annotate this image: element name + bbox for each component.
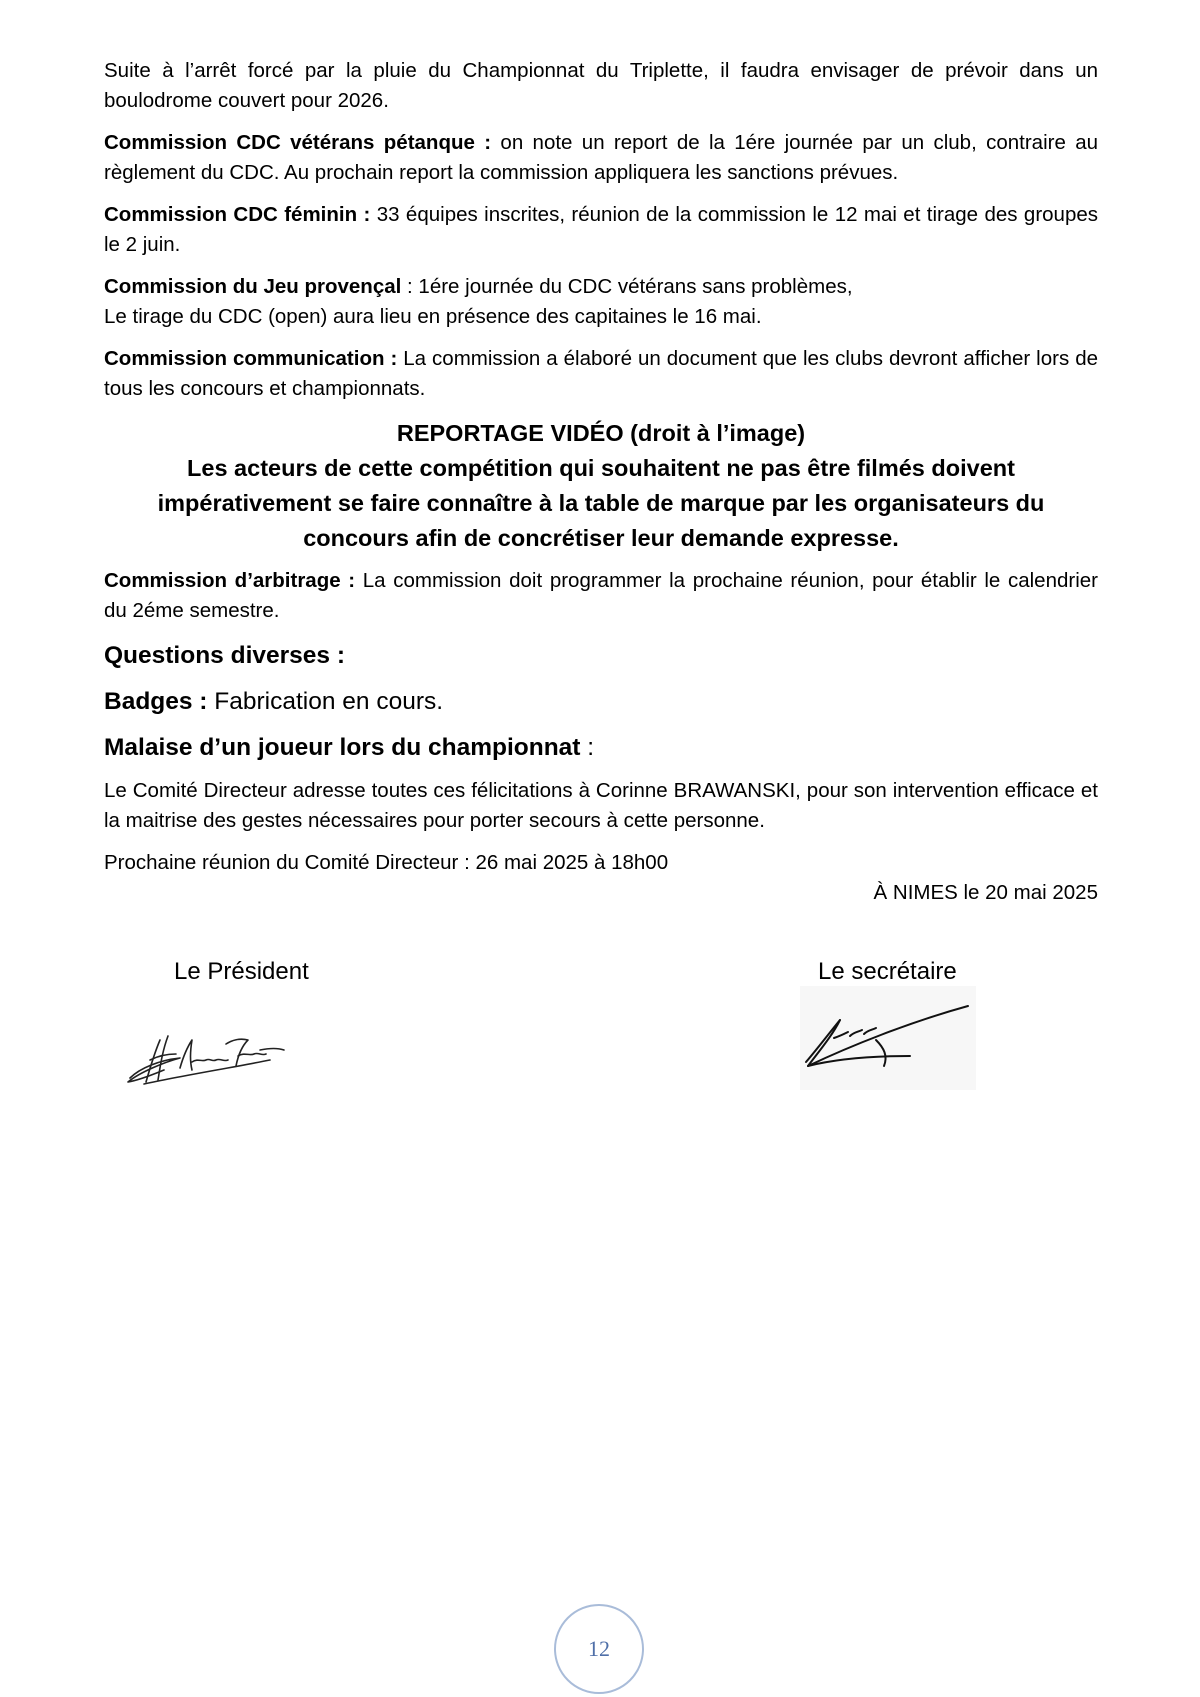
veterans-paragraph bbox=[104, 128, 1098, 188]
video-notice bbox=[104, 416, 1098, 556]
malaise-suffix: : bbox=[580, 734, 595, 761]
badges-label: Badges : bbox=[104, 688, 208, 715]
communication-paragraph bbox=[104, 344, 1098, 404]
document-body bbox=[104, 56, 1098, 908]
veterans-text: on note un report de la 1ére journée par un club, contraire au règlement du CDC. Au prochain report la commission appliquera les sanctions prévues. bbox=[104, 131, 1098, 184]
provencal-label: Commission du Jeu provençal bbox=[104, 275, 402, 298]
malaise-text: Le Comité Directeur adresse toutes ces félicitations à Corinne BRAWANSKI, pour son intervention efficace et la maitrise des gestes nécessaires pour porter secours à cette personne. bbox=[104, 779, 1098, 832]
video-notice-line-2: impérativement se faire connaître à la table de marque par les organisateurs du bbox=[157, 490, 1045, 516]
page-number: 12 bbox=[588, 1636, 610, 1661]
next-meeting bbox=[104, 848, 1098, 878]
president-signature bbox=[120, 1010, 290, 1090]
feminin-label: Commission CDC féminin : bbox=[104, 203, 371, 226]
communication-label: Commission communication : bbox=[104, 347, 398, 370]
video-notice-title: REPORTAGE VIDÉO (droit à l’image) bbox=[396, 420, 806, 446]
feminin-paragraph bbox=[104, 200, 1098, 260]
page-number-badge bbox=[554, 1604, 644, 1694]
veterans-label: Commission CDC vétérans pétanque : bbox=[104, 131, 492, 154]
president-label: Le Président bbox=[174, 958, 309, 985]
arbitrage-paragraph bbox=[104, 566, 1098, 626]
triplette-text: Suite à l’arrêt forcé par la pluie du Championnat du Triplette, il faudra envisager de prévoir dans un boulodrome couvert pour 2026. bbox=[104, 59, 1098, 112]
secretary-label: Le secrétaire bbox=[818, 958, 957, 985]
triplette-paragraph bbox=[104, 56, 1098, 116]
malaise-paragraph bbox=[104, 776, 1098, 836]
provencal-text: : 1ére journée du CDC vétérans sans problèmes, bbox=[401, 275, 853, 298]
provencal-paragraph bbox=[104, 272, 1098, 332]
video-notice-line-1: Les acteurs de cette compétition qui souhaitent ne pas être filmés doivent bbox=[187, 455, 1015, 481]
place-date bbox=[104, 878, 1098, 908]
provencal-text-line2: Le tirage du CDC (open) aura lieu en présence des capitaines le 16 mai. bbox=[104, 305, 762, 328]
place-date-text: À NIMES le 20 mai 2025 bbox=[873, 881, 1098, 904]
malaise-label: Malaise d’un joueur lors du championnat bbox=[104, 734, 581, 761]
malaise-heading bbox=[104, 730, 1098, 766]
secretary-signature bbox=[800, 986, 976, 1090]
communication-text: La commission a élaboré un document que les clubs devront afficher lors de tous les concours et championnats. bbox=[104, 347, 1098, 400]
questions-heading-text: Questions diverses : bbox=[104, 642, 346, 669]
questions-heading bbox=[104, 638, 1098, 674]
video-notice-line-3: concours afin de concrétiser leur demande expresse. bbox=[303, 525, 899, 551]
feminin-text: 33 équipes inscrites, réunion de la commission le 12 mai et tirage des groupes le 2 juin. bbox=[104, 203, 1099, 256]
arbitrage-text: La commission doit programmer la prochaine réunion, pour établir le calendrier du 2éme semestre. bbox=[104, 569, 1098, 622]
badges-text: Fabrication en cours. bbox=[207, 688, 444, 715]
arbitrage-label: Commission d’arbitrage : bbox=[104, 569, 356, 592]
next-meeting-text: Prochaine réunion du Comité Directeur : 26 mai 2025 à 18h00 bbox=[104, 851, 669, 874]
badges-line bbox=[104, 684, 1098, 720]
